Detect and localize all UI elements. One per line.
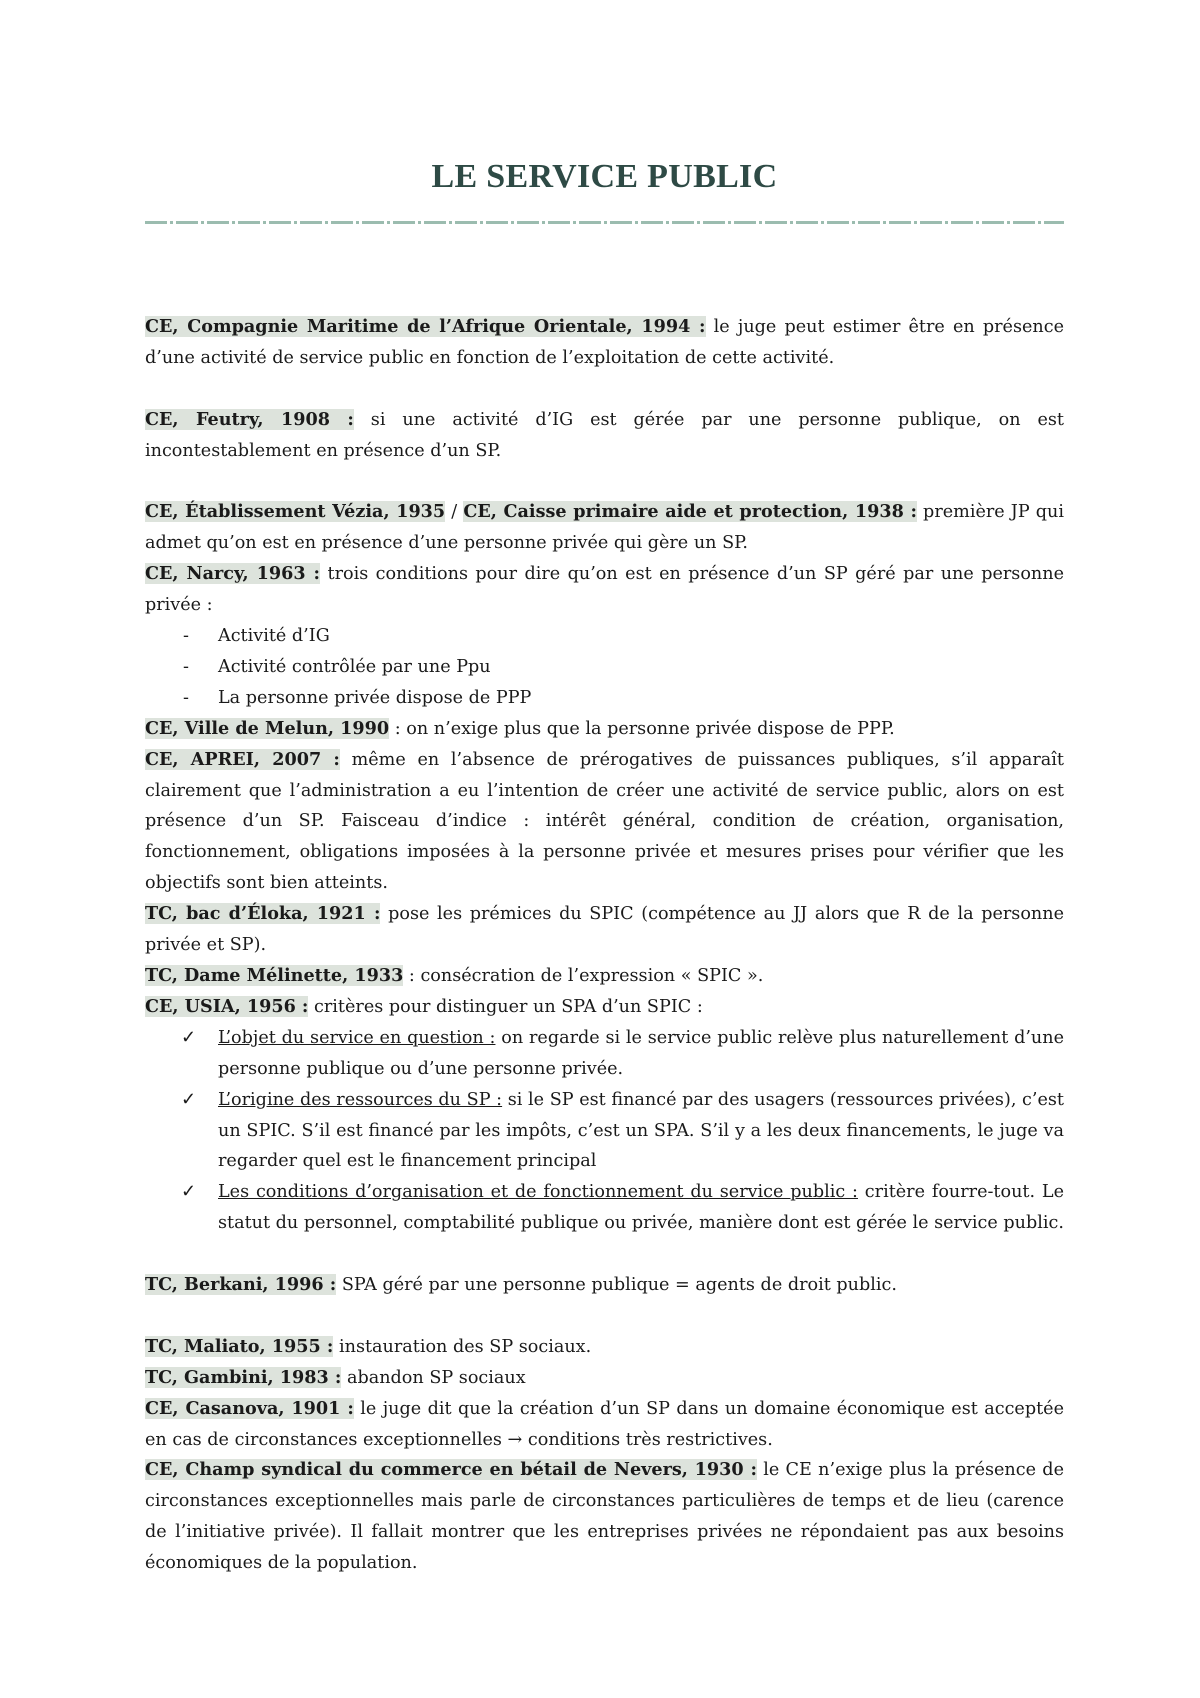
case-reference: TC, bac d’Éloka, 1921 : — [145, 903, 381, 925]
list-item — [145, 1023, 1064, 1085]
list-item — [145, 1085, 1064, 1178]
list-item-text: Activité d’IG — [218, 626, 330, 647]
paragraph-aprei — [145, 745, 1064, 900]
narcy-conditions-list — [145, 621, 1064, 714]
case-reference: CE, Casanova, 1901 : — [145, 1397, 354, 1419]
checkmark-icon: ✓ — [181, 1181, 197, 1203]
title-divider — [145, 221, 1064, 224]
paragraph-gambini — [145, 1363, 1064, 1394]
paragraph-text: SPA géré par une personne publique = agents de droit public. — [336, 1275, 897, 1296]
paragraph-melinette — [145, 961, 1064, 992]
list-item — [145, 652, 1064, 683]
paragraph-text: : on n’exige plus que la personne privée dispose de PPP. — [389, 718, 895, 739]
paragraph-text: critères pour distinguer un SPA d’un SPIC : — [308, 996, 703, 1017]
case-reference: CE, APREI, 2007 : — [145, 748, 340, 770]
paragraph-melun — [145, 714, 1064, 745]
case-reference: TC, Gambini, 1983 : — [145, 1366, 342, 1388]
criterion-title: L’objet du service en question : — [218, 1027, 496, 1048]
list-item-text: Activité contrôlée par une Ppu — [218, 656, 491, 677]
case-reference: CE, Établissement Vézia, 1935 — [145, 501, 446, 523]
dash-marker: - — [183, 656, 189, 677]
case-reference: TC, Berkani, 1996 : — [145, 1274, 337, 1296]
paragraph-maliato — [145, 1332, 1064, 1363]
criterion-title: Les conditions d’organisation et de fonctionnement du service public : — [218, 1182, 858, 1203]
checkmark-icon: ✓ — [181, 1026, 197, 1048]
paragraph-narcy — [145, 559, 1064, 621]
case-reference: TC, Maliato, 1955 : — [145, 1335, 334, 1357]
document-body — [145, 312, 1064, 1579]
paragraph-text: : consécration de l’expression « SPIC ». — [403, 966, 764, 986]
case-reference: CE, Narcy, 1963 : — [145, 563, 321, 585]
list-item — [145, 1177, 1064, 1239]
separator-text: / — [445, 502, 464, 523]
list-item — [145, 621, 1064, 652]
page-title: LE SERVICE PUBLIC — [431, 158, 778, 195]
criterion-title: L’origine des ressources du SP : — [218, 1089, 503, 1110]
spacer — [145, 1301, 1064, 1332]
case-reference: TC, Dame Mélinette, 1933 — [145, 965, 404, 986]
criterion-text: si le SP est financé par des usagers (ressources privées), c’est un SPIC. S’il est financé par les impôts, c’est un SPA. S’il y a les deux financements, le juge va regarder quel est le financement principal — [218, 1089, 1064, 1172]
paragraph-casanova — [145, 1394, 1064, 1456]
case-reference: CE, Feutry, 1908 : — [145, 408, 354, 430]
list-item — [145, 683, 1064, 714]
paragraph-text: première JP qui admet qu’on est en présence d’une personne privée qui gère un SP. — [145, 502, 1064, 554]
case-reference-2: CE, Caisse primaire aide et protection, 1938 : — [463, 501, 917, 523]
usia-criteria-list — [145, 1023, 1064, 1239]
dash-marker: - — [183, 626, 189, 647]
case-reference: CE, Ville de Melun, 1990 — [145, 717, 390, 739]
case-reference: CE, Champ syndical du commerce en bétail de Nevers, 1930 : — [145, 1459, 757, 1481]
paragraph-text: le CE n’exige plus la présence de circonstances exceptionnelles mais parle de circonstances particulières de temps et de lieu (carence de l’initiative privée). Il fallait montrer que les entreprises privées ne répondaient pas aux besoins économiques de la population. — [145, 1460, 1064, 1574]
paragraph-text: même en l’absence de prérogatives de puissances publiques, s’il apparaît clairement que l’administration a eu l’intention de créer une activité de service public, alors on est présence d’un SP. Faisceau d’indice : intérêt général, condition de création, organisation, fonctionnement, obligations imposées à la personne privée et mesures prises pour vérifier que les objectifs sont bien atteints. — [145, 749, 1064, 894]
paragraph-text: trois conditions pour dire qu’on est en présence d’un SP géré par une personne privée : — [145, 564, 1064, 616]
list-item-text: La personne privée dispose de PPP — [218, 687, 532, 708]
spacer — [145, 467, 1064, 498]
case-reference: CE, Compagnie Maritime de l’Afrique Orientale, 1994 : — [145, 316, 706, 337]
paragraph-feutry — [145, 405, 1064, 467]
paragraph-text: instauration des SP sociaux. — [333, 1336, 592, 1357]
paragraph-text: si une activité d’IG est gérée par une personne publique, on est incontestablement en présence d’un SP. — [145, 409, 1064, 461]
paragraph-berkani — [145, 1270, 1064, 1301]
paragraph-nevers — [145, 1455, 1064, 1579]
spacer — [145, 374, 1064, 405]
case-reference: CE, USIA, 1956 : — [145, 995, 309, 1017]
spacer — [145, 1239, 1064, 1270]
paragraph-maritime — [145, 312, 1064, 374]
paragraph-usia — [145, 992, 1064, 1023]
paragraph-text: pose les prémices du SPIC (compétence au JJ alors que R de la personne privée et SP). — [145, 904, 1064, 956]
paragraph-text: abandon SP sociaux — [341, 1367, 526, 1388]
dash-marker: - — [183, 687, 189, 708]
criterion-text: critère fourre-tout. Le statut du personnel, comptabilité publique ou privée, manière dont est gérée le service public. — [218, 1182, 1064, 1234]
paragraph-vezia — [145, 497, 1064, 559]
paragraph-text: le juge dit que la création d’un SP dans un domaine économique est acceptée en cas de circonstances exceptionnelles → conditions très restrictives. — [145, 1398, 1064, 1450]
paragraph-text: le juge peut estimer être en présence d’une activité de service public en fonction de l’exploitation de cette activité. — [145, 317, 1064, 368]
criterion-text: on regarde si le service public relève plus naturellement d’une personne publique ou d’une personne privée. — [218, 1027, 1064, 1079]
paragraph-eloka — [145, 899, 1064, 961]
checkmark-icon: ✓ — [181, 1088, 197, 1110]
